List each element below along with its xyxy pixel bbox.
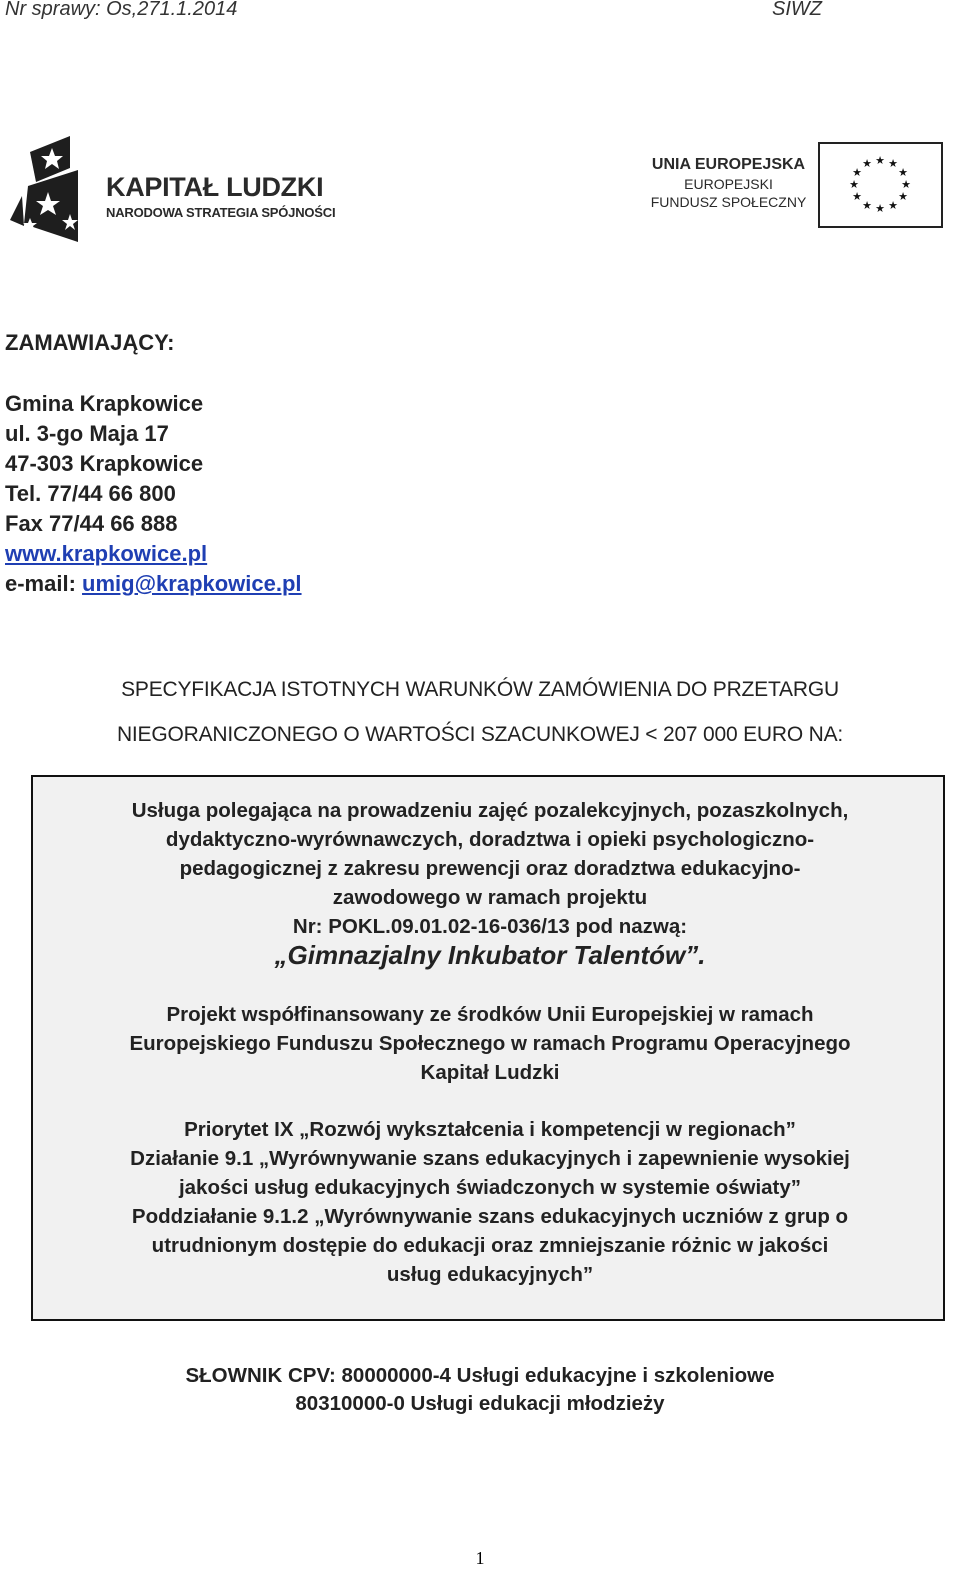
email-label: e-mail:: [5, 571, 83, 596]
kapital-ludzki-subtitle: NARODOWA STRATEGIA SPÓJNOŚCI: [106, 205, 336, 220]
svg-text:★: ★: [898, 190, 908, 203]
svg-text:★: ★: [875, 154, 885, 167]
document-type: SIWZ: [772, 0, 822, 20]
priority-line: Działanie 9.1 „Wyrównywanie szans edukacyjnych i zapewnienie wysokiej: [130, 1147, 850, 1170]
authority-phone: Tel. 77/44 66 800: [5, 481, 176, 506]
cofinancing-line: Europejskiego Funduszu Społecznego w ramach Programu Operacyjnego: [129, 1032, 851, 1055]
svg-text:★: ★: [901, 178, 911, 191]
priority-line: jakości usług edukacyjnych świadczonych w systemie oświaty”: [178, 1176, 802, 1199]
authority-name: Gmina Krapkowice: [5, 391, 204, 416]
svg-text:★: ★: [852, 190, 862, 203]
description-line: Nr: POKL.09.01.02-16-036/13 pod nazwą:: [292, 915, 688, 938]
cofinancing-line: Kapitał Ludzki: [420, 1061, 560, 1084]
svg-text:★: ★: [849, 178, 859, 191]
eu-fund-line1: EUROPEJSKI: [684, 176, 773, 192]
cofinancing-line: Projekt współfinansowany ze środków Unii Europejskiej w ramach: [166, 1003, 814, 1026]
eu-fund-line2: FUNDUSZ SPOŁECZNY: [650, 194, 807, 210]
kapital-ludzki-logo: [8, 134, 348, 246]
svg-text:★: ★: [898, 166, 908, 179]
project-name: „Gimnazjalny Inkubator Talentów”.: [274, 940, 706, 970]
email-link[interactable]: umig@krapkowice.pl: [82, 571, 302, 596]
cpv-line1: SŁOWNIK CPV: 80000000-4 Usługi edukacyjne i szkoleniowe: [185, 1364, 775, 1387]
priority-line: Poddziałanie 9.1.2 „Wyrównywanie szans edukacyjnych uczniów z grup o: [131, 1205, 849, 1228]
svg-text:★: ★: [852, 166, 862, 179]
svg-text:★: ★: [862, 157, 872, 170]
description-line: pedagogicznej z zakresu prewencji oraz doradztwa edukacyjno-: [179, 857, 801, 880]
case-number: Nr sprawy: Os,271.1.2014: [5, 0, 238, 20]
eu-flag-icon: [818, 142, 943, 228]
description-line: dydaktyczno-wyrównawczych, doradztwa i opieki psychologiczno-: [165, 828, 815, 851]
authority-fax: Fax 77/44 66 888: [5, 511, 178, 536]
priority-line: Priorytet IX „Rozwój wykształcenia i kompetencji w regionach”: [184, 1118, 796, 1141]
authority-street: ul. 3-go Maja 17: [5, 421, 169, 446]
authority-city: 47-303 Krapkowice: [5, 451, 204, 476]
kapital-ludzki-emblem-icon: [8, 134, 100, 246]
priority-line: usług edukacyjnych”: [386, 1263, 594, 1286]
svg-text:★: ★: [875, 202, 885, 215]
page-number: 1: [475, 1548, 485, 1568]
svg-text:★: ★: [862, 199, 872, 212]
contracting-authority-label: ZAMAWIAJĄCY:: [5, 330, 175, 355]
document-title-line1: SPECYFIKACJA ISTOTNYCH WARUNKÓW ZAMÓWIENIA DO PRZETARGU: [121, 678, 839, 701]
svg-text:★: ★: [888, 157, 898, 170]
description-line: zawodowego w ramach projektu: [332, 886, 648, 909]
cpv-line2: 80310000-0 Usługi edukacji młodzieży: [295, 1392, 665, 1415]
description-box: [31, 775, 945, 1321]
description-line: Usługa polegająca na prowadzeniu zajęć pozalekcyjnych, pozaszkolnych,: [131, 799, 849, 822]
eu-name: UNIA EUROPEJSKA: [651, 156, 806, 173]
document-title-line2: NIEGORANICZONEGO O WARTOŚCI SZACUNKOWEJ < 207 000 EURO NA:: [116, 723, 844, 746]
priority-line: utrudnionym dostępie do edukacji oraz zmniejszanie różnic w jakości: [151, 1234, 829, 1257]
kapital-ludzki-title: KAPITAŁ LUDZKI: [106, 172, 324, 202]
svg-text:★: ★: [888, 199, 898, 212]
eu-logo-text: [646, 155, 811, 211]
website-link[interactable]: www.krapkowice.pl: [5, 541, 208, 566]
